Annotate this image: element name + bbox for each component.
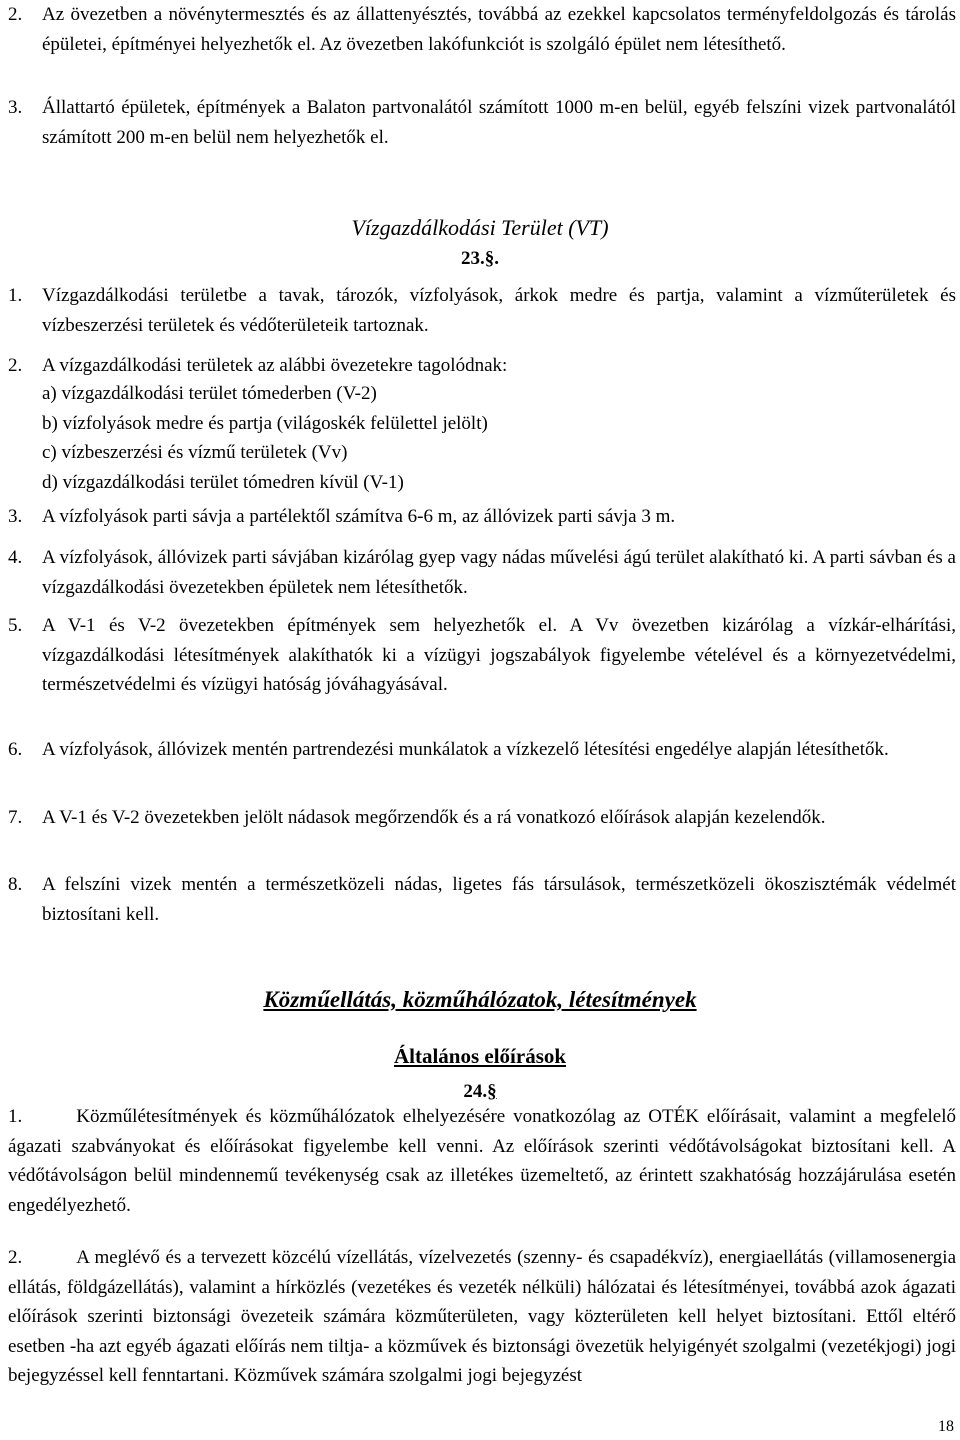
subsection-title: Általános előírások bbox=[393, 1044, 567, 1068]
item-text: A V-1 és V-2 övezetekben építmények sem helyezhetők el. A Vv övezetben kizárólag a vízkár-elhárítási, vízgazdálkodási létesítmények alakíthatók ki a vízügyi jogszabályok figyelembe vételével és a környezetvédelmi, természetvédelmi és vízügyi hatóság jóváhagyásával. bbox=[42, 615, 956, 695]
item-text: Közműlétesítmények és közműhálózatok elhelyezésére vonatkozólag az OTÉK előírásait, valamint a megfelelő ágazati szabványokat és előírásokat figyelembe kell venni. Az előírások szerinti védőtávolságokat biztosítani kell. A védőtávolságon belül mindennemű tevékenység csak az illetékes üzemeltető, az érintett szakhatóság hozzájárulása esetén engedélyezhető. bbox=[8, 1106, 956, 1216]
paragraph-sign: § bbox=[487, 1081, 497, 1102]
sublist-item: c) vízbeszerzési és vízmű területek (Vv) bbox=[42, 442, 348, 463]
item-number: 2. bbox=[8, 4, 23, 25]
vt-item-3 bbox=[8, 502, 956, 532]
item-text: A vízfolyások, állóvizek mentén partrendezési munkálatok a vízkezelő létesítési engedélye alapján létesíthetők. bbox=[42, 739, 889, 760]
item-text: Vízgazdálkodási területbe a tavak, tározók, vízfolyások, árkok medre és partja, valamint a vízműterületek és vízbeszerzési területek és védőterületeik tartoznak. bbox=[42, 285, 956, 336]
item-text: Állattartó épületek, építmények a Balaton partvonalától számított 1000 m-en belül, egyéb felszíni vizek partvonalától számított 200 m-en belül nem helyezhetők el. bbox=[42, 97, 956, 148]
vt-item-5 bbox=[8, 611, 956, 700]
item-number: 6. bbox=[8, 739, 23, 760]
item-text: A felszíni vizek mentén a természetközeli nádas, ligetes fás társulások, természetközeli ökoszisztémák védelmét biztosítani kell. bbox=[42, 874, 956, 925]
paragraph-number-23: 23.§. bbox=[461, 248, 499, 269]
vt-item-2 bbox=[8, 351, 956, 381]
kozmu-paragraph-2 bbox=[8, 1243, 956, 1391]
item-text: A V-1 és V-2 övezetekben jelölt nádasok megőrzendők és a rá vonatkozó előírások alapján kezelendők. bbox=[42, 807, 826, 828]
vt-item-1 bbox=[8, 281, 956, 340]
item-number: 4. bbox=[8, 547, 23, 568]
vt-item-7 bbox=[8, 803, 956, 833]
intro-item-3 bbox=[8, 93, 956, 152]
section-title-vt: Vízgazdálkodási Terület (VT) bbox=[351, 215, 609, 240]
sublist-item: a) vízgazdálkodási terület tómederben (V-2) bbox=[42, 383, 377, 404]
item-number: 2. bbox=[8, 355, 23, 376]
item-number: 1. bbox=[8, 1106, 23, 1127]
sublist-item: b) vízfolyások medre és partja (világoskék felülettel jelölt) bbox=[42, 412, 488, 434]
page-number: 18 bbox=[938, 1418, 954, 1435]
item-number: 7. bbox=[8, 807, 23, 828]
section-title-kozmu: Közműellátás, közműhálózatok, létesítmények bbox=[263, 987, 697, 1012]
item-number: 3. bbox=[8, 97, 23, 118]
item-number: 3. bbox=[8, 506, 23, 527]
item-text: A vízfolyások parti sávja a partélektől számítva 6-6 m, az állóvizek parti sávja 3 m. bbox=[42, 506, 676, 527]
item-number: 8. bbox=[8, 874, 23, 895]
paragraph-number: 24. bbox=[463, 1081, 488, 1102]
item-number: 5. bbox=[8, 615, 23, 636]
kozmu-paragraph-1 bbox=[8, 1102, 956, 1220]
item-text: A meglévő és a tervezett közcélú vízellátás, vízelvezetés (szenny- és csapadékvíz), energiaellátás (villamosenergia ellátás, földgázellátás), valamint a hírközlés (vezetékes és vezeték nélküli) hálózatai és létesítményei, továbbá azok ágazati előírások szerinti biztonsági övezeteik számára közműterületen, vagy közterületen kell helyet biztosítani. Ettől eltérő esetben -ha azt egyéb ágazati előírás nem tiltja- a közművek és biztonsági övezetük helyigényét szolgalmi (vezetékjogi) jogi bejegyzéssel kell fenntartani. Közművek számára szolgalmi jogi bejegyzést bbox=[8, 1247, 956, 1386]
vt-item-4 bbox=[8, 543, 956, 602]
sublist-item: d) vízgazdálkodási terület tómedren kívül (V-1) bbox=[42, 471, 404, 493]
vt-item-8 bbox=[8, 870, 956, 929]
item-text: A vízfolyások, állóvizek parti sávjában kizárólag gyep vagy nádas művelési ágú terület alakítható ki. A parti sávban és a vízgazdálkodási övezetekben épületek nem létesíthetők. bbox=[42, 547, 956, 598]
item-number: 1. bbox=[8, 285, 23, 306]
zone-sublist bbox=[42, 379, 942, 497]
item-text: Az övezetben a növénytermesztés és az állattenyésztés, továbbá az ezekkel kapcsolatos terményfeldolgozás és tárolás épületei, építményei helyezhetők el. Az övezetben lakófunkciót is szolgáló épület nem létesíthető. bbox=[42, 4, 956, 55]
item-number: 2. bbox=[8, 1247, 23, 1268]
intro-item-2 bbox=[8, 0, 956, 59]
vt-item-6 bbox=[8, 735, 956, 765]
item-text: A vízgazdálkodási területek az alábbi övezetekre tagolódnak: bbox=[42, 355, 508, 376]
